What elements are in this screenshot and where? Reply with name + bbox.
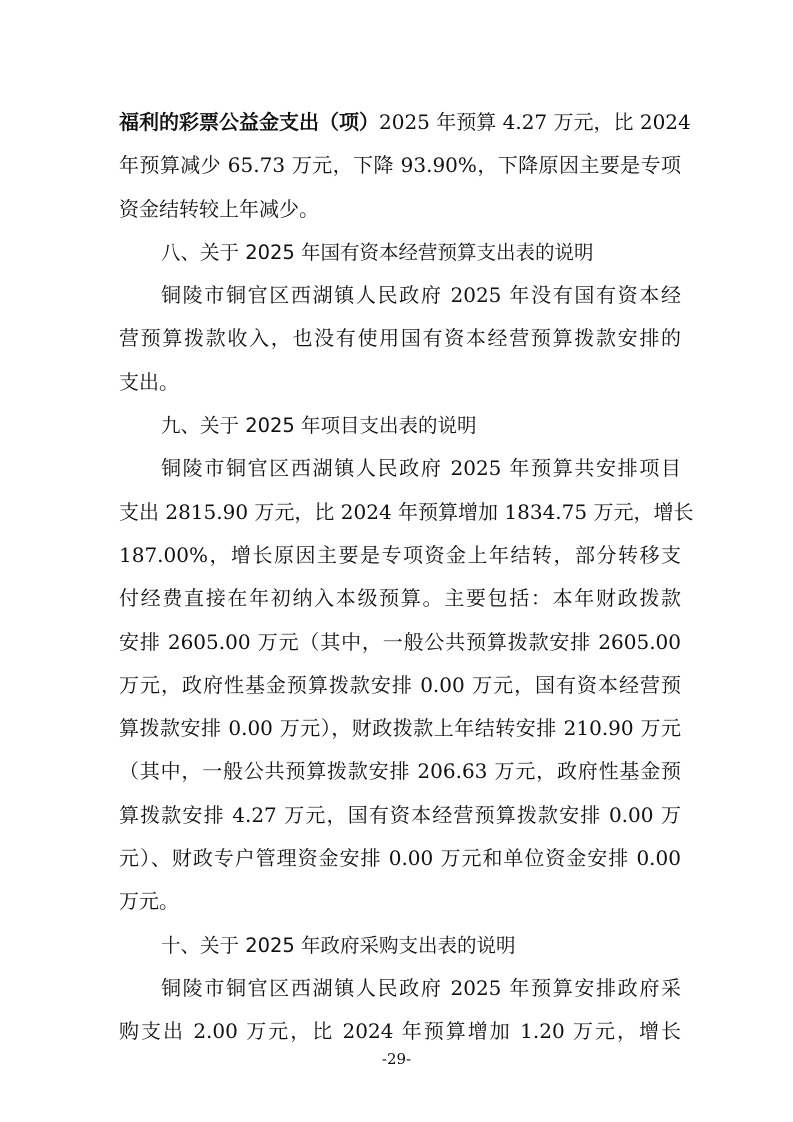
text-line: 付经费直接在年初纳入本级预算。主要包括：本年财政拨款 [119, 586, 681, 611]
section-heading-8: 八、关于 2025 年国有资本经营预算支出表的说明 [161, 240, 594, 264]
text-line: 支出 2815.90 万元，比 2024 年预算增加 1834.75 万元，增长 [119, 499, 694, 524]
text-line: 187.00%，增长原因主要是专项资金上年结转，部分转移支 [119, 542, 681, 567]
text-line: 万元。 [119, 889, 179, 914]
text-line: 铜陵市铜官区西湖镇人民政府 2025 年预算共安排项目 [161, 456, 681, 481]
body-text [119, 101, 694, 1054]
text-line: 算拨款安排 4.27 万元，国有资本经营预算拨款安排 0.00 万 [119, 802, 681, 827]
text-line: 营预算拨款收入，也没有使用国有资本经营预算拨款安排的 [119, 326, 681, 351]
text-line: 安排 2605.00 万元（其中，一般公共预算拨款安排 2605.00 [119, 629, 681, 654]
text-line: 铜陵市铜官区西湖镇人民政府 2025 年预算安排政府采 [161, 975, 681, 1000]
bold-item-name: 福利的彩票公益金支出（项） [119, 110, 379, 134]
page-number: -29- [381, 1050, 412, 1068]
text-line: 算拨款安排 0.00 万元），财政拨款上年结转安排 210.90 万元 [119, 716, 681, 741]
text-line: 购支出 2.00 万元，比 2024 年预算增加 1.20 万元，增长 [119, 1019, 681, 1044]
text-line: （其中，一般公共预算拨款安排 206.63 万元，政府性基金预 [119, 759, 681, 784]
section-heading-9: 九、关于 2025 年项目支出表的说明 [161, 414, 477, 438]
text-line: 福利的彩票公益金支出（项）2025 年预算 4.27 万元，比 2024 [119, 110, 691, 134]
text-line: 支出。 [119, 369, 179, 394]
section-heading-10: 十、关于 2025 年政府采购支出表的说明 [161, 933, 516, 957]
text-line: 元）、财政专户管理资金安排 0.00 万元和单位资金安排 0.00 [119, 846, 681, 871]
text-line: 铜陵市铜官区西湖镇人民政府 2025 年没有国有资本经 [161, 283, 681, 308]
text-line: 资金结转较上年减少。 [119, 196, 319, 221]
text-line: 年预算减少 65.73 万元，下降 93.90%，下降原因主要是专项 [119, 153, 681, 178]
text-line: 万元，政府性基金预算拨款安排 0.00 万元，国有资本经营预 [119, 672, 681, 697]
